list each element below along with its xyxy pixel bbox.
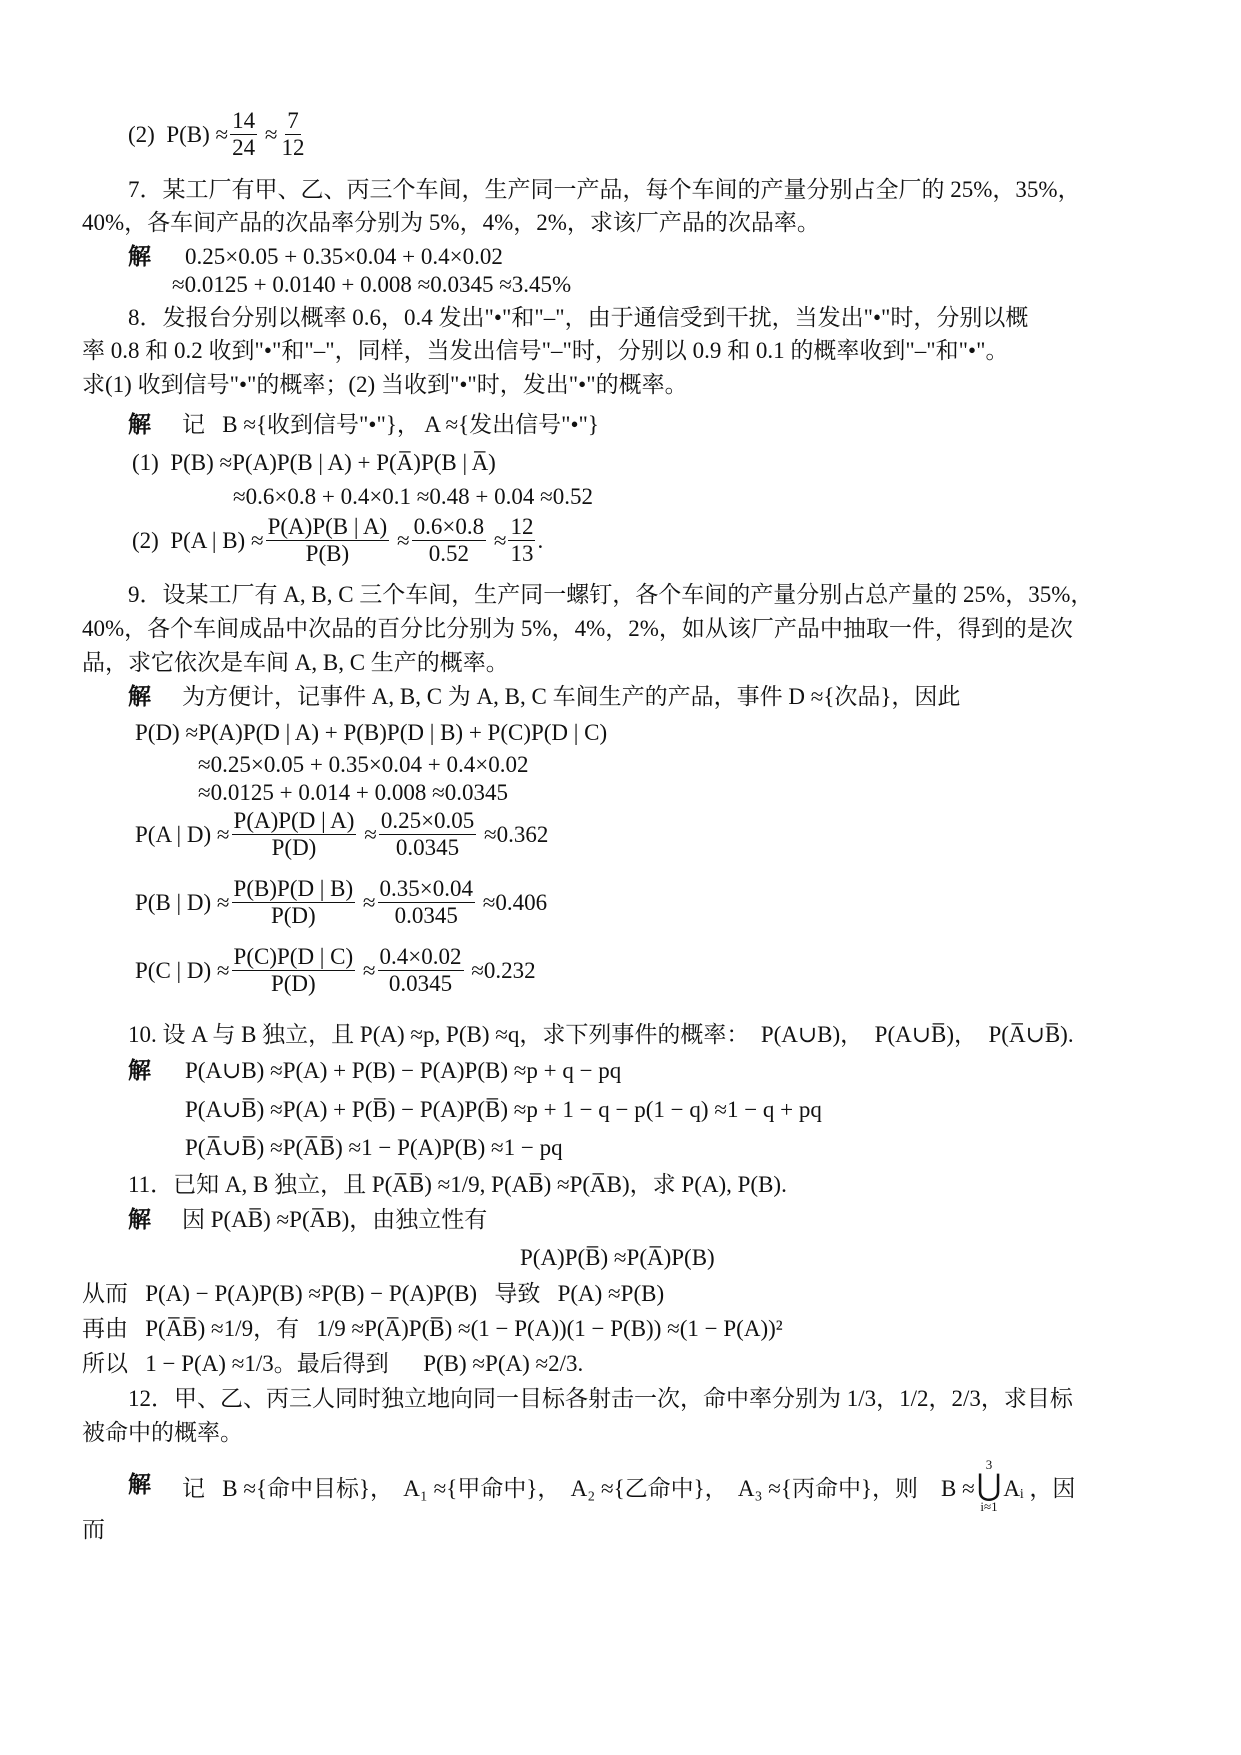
q11-solution-line: 所以 1 − P(A) ≈1/3。最后得到 P(B) ≈P(A) ≈2/3. [82, 1351, 584, 1376]
q7-solution-line: ≈0.0125 + 0.0140 + 0.008 ≈0.0345 ≈3.45% [172, 272, 572, 297]
q11-solution-line: 因 P(AB̅) ≈P(A̅B)，由独立性有 [182, 1207, 488, 1232]
q7-text-line: 40%，各车间产品的次品率分别为 5%，4%，2%，求该厂产品的次品率。 [82, 210, 820, 235]
formula-p6-2: (2) P(B) ≈ $\frac{14}{24}$ ≈ $\frac{7}{12}$ [128, 108, 305, 160]
union-icon: ⋃ [976, 1469, 1002, 1502]
fraction: $\frac{P(A)P(B | A)}{P(B)}$ [267, 514, 388, 566]
q9-solution-line: ≈0.0125 + 0.014 + 0.008 ≈0.0345 [198, 780, 508, 805]
fraction: $\frac{0.25\times 0.05}{0.0345}$ [380, 808, 475, 860]
formula-p-c-given-d: P(C | D) ≈ $\frac{P(C)P(D | C)}{P(D)}$ ≈ $\frac{0.4\times 0.02}{0.0345}$ ≈0.232 [135, 944, 536, 996]
fraction: $\frac{0.4\times 0.02}{0.0345}$ [379, 944, 462, 996]
q7-solution-line: 0.25×0.05 + 0.35×0.04 + 0.4×0.02 [185, 244, 503, 269]
q9-solution-line: ≈0.25×0.05 + 0.35×0.04 + 0.4×0.02 [198, 752, 529, 777]
q8-text-line: 8．发报台分别以概率 0.6，0.4 发出"•"和"–"，由于通信受到干扰，当发出"•"时，分别以概 [128, 305, 1029, 330]
fraction: $\frac{7}{12}$ [281, 108, 305, 160]
q9-text-line: 40%，各个车间成品中次品的百分比分别为 5%，4%，2%，如从该厂产品中抽取一件，得到的是次 [82, 616, 1073, 641]
q12-text-line: 被命中的概率。 [82, 1420, 243, 1445]
union-operator: 3 ⋃ i≈1 [976, 1457, 1002, 1514]
fraction: $\frac{P(A)P(D | A)}{P(D)}$ [233, 808, 355, 860]
q8-text-line: 率 0.8 和 0.2 收到"•"和"–"，同样，当发出信号"–"时，分别以 0.9 和 0.1 的概率收到"–"和"•"。 [82, 338, 1009, 363]
q7-text-line: 7．某工厂有甲、乙、丙三个车间，生产同一产品，每个车间的产量分别占全厂的 25%，35%， [128, 177, 1081, 202]
solution-label: 解 [128, 1472, 151, 1497]
fraction: $\frac{P(C)P(D | C)}{P(D)}$ [233, 944, 354, 996]
fraction: $\frac{P(B)P(D | B)}{P(D)}$ [233, 876, 354, 928]
q8-text-line: 求(1) 收到信号"•"的概率；(2) 当收到"•"时，发出"•"的概率。 [82, 372, 688, 397]
formula-q8-2: (2) P(A | B) ≈ $\frac{P(A)P(B | A)}{P(B)}$ ≈ $\frac{0.6\times 0.8}{0.52}$ ≈ $\frac{12}{13}$ . [132, 514, 544, 566]
formula-p-b-given-d: P(B | D) ≈ $\frac{P(B)P(D | B)}{P(D)}$ ≈ $\frac{0.35\times 0.04}{0.0345}$ ≈0.406 [135, 876, 548, 928]
q8-solution-line: ≈0.6×0.8 + 0.4×0.1 ≈0.48 + 0.04 ≈0.52 [233, 484, 594, 509]
q10-solution-line: P(A∪B) ≈P(A) + P(B) − P(A)P(B) ≈p + q − pq [185, 1058, 622, 1083]
fraction: $\frac{14}{24}$ [232, 108, 256, 160]
solution-label: 解 [128, 1207, 151, 1232]
solution-label: 解 [128, 684, 151, 709]
q9-text-line: 9．设某工厂有 A, B, C 三个车间，生产同一螺钉，各个车间的产量分别占总产量的 25%，35%， [128, 582, 1094, 607]
q11-text-line: 11．已知 A, B 独立，且 P(A̅B̅) ≈1/9, P(AB̅) ≈P(A̅B)，求 P(A), P(B). [128, 1172, 787, 1197]
q9-text-line: 品，求它依次是车间 A, B, C 生产的概率。 [82, 650, 509, 675]
q11-centered-equation: P(A)P(B̅) ≈P(A̅)P(B) [520, 1245, 715, 1270]
q11-solution-line: 从而 P(A) − P(A)P(B) ≈P(B) − P(A)P(B) 导致 P(A) ≈P(B) [82, 1281, 665, 1306]
q12-text-line: 12．甲、乙、丙三人同时独立地向同一目标各射击一次，命中率分别为 1/3，1/2，2/3，求目标 [128, 1386, 1073, 1411]
q10-solution-line: P(A∪B̅) ≈P(A) + P(B̅) − P(A)P(B̅) ≈p + 1 − q − p(1 − q) ≈1 − q + pq [185, 1097, 822, 1122]
q12-text-line: 而 [82, 1517, 105, 1542]
fraction: $\frac{0.6\times 0.8}{0.52}$ [413, 514, 485, 566]
formula-lead: (2) P(B) ≈ [128, 121, 229, 147]
q10-solution-line: P(A̅∪B̅) ≈P(A̅B̅) ≈1 − P(A)P(B) ≈1 − pq [185, 1135, 563, 1160]
q8-solution-line: (1) P(B) ≈P(A)P(B | A) + P(A̅)P(B | A̅) [132, 450, 496, 475]
solution-label: 解 [128, 244, 151, 269]
q9-solution-line: 为方便计，记事件 A, B, C 为 A, B, C 车间生产的产品，事件 D ≈{次品}，因此 [182, 684, 961, 709]
q11-solution-line: 再由 P(A̅B̅) ≈1/9，有 1/9 ≈P(A̅)P(B̅) ≈(1 − P(A))(1 − P(B)) ≈(1 − P(A))² [82, 1316, 783, 1341]
solution-label: 解 [128, 412, 151, 437]
q12-solution-line: 记 B ≈{命中目标}， A₁ ≈{甲命中}， A₂ ≈{乙命中}， A₃ ≈{丙命中}，则 B ≈ 3 ⋃ i≈1 Aᵢ ，因 [182, 1457, 1076, 1514]
formula-p-a-given-d: P(A | D) ≈ $\frac{P(A)P(D | A)}{P(D)}$ ≈ $\frac{0.25\times 0.05}{0.0345}$ ≈0.362 [135, 808, 549, 860]
fraction: $\frac{12}{13}$ [510, 514, 534, 566]
solution-label: 解 [128, 1058, 151, 1083]
q10-text-line: 10. 设 A 与 B 独立，且 P(A) ≈p, P(B) ≈q，求下列事件的概率： P(A∪B)， P(A∪B̅)， P(A̅∪B̅). [128, 1022, 1074, 1047]
q8-solution-line: 记 B ≈{收到信号"•"}， A ≈{发出信号"•"} [182, 412, 599, 437]
q9-solution-line: P(D) ≈P(A)P(D | A) + P(B)P(D | B) + P(C)P(D | C) [135, 720, 608, 745]
fraction: $\frac{0.35\times 0.04}{0.0345}$ [379, 876, 474, 928]
